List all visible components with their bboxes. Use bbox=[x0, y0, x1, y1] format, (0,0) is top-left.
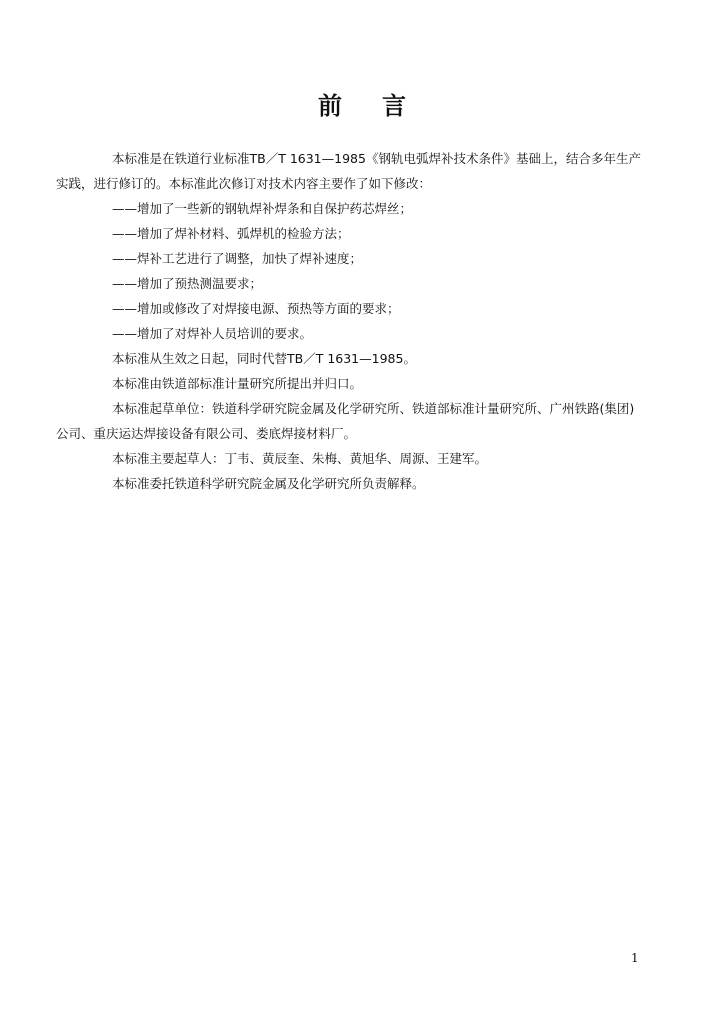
intro-paragraph-line-2: 实践，进行修订的。本标准此次修订对技术内容主要作了如下修改： bbox=[56, 176, 432, 191]
interpretation-statement: 本标准委托铁道科学研究院金属及化学研究所负责解释。 bbox=[112, 476, 425, 491]
intro-paragraph-line-1: 本标准是在铁道行业标准TB／T 1631—1985《钢轨电弧焊补技术条件》基础上，结合多年生产 bbox=[112, 151, 641, 166]
revision-item: ——增加了对焊补人员培训的要求。 bbox=[112, 326, 313, 341]
title-char-2: 言 bbox=[382, 92, 406, 120]
revision-item: ——焊补工艺进行了调整，加快了焊补速度； bbox=[112, 251, 363, 266]
revision-item: ——增加或修改了对焊接电源、预热等方面的要求； bbox=[112, 301, 400, 316]
proposer-statement: 本标准由铁道部标准计量研究所提出并归口。 bbox=[112, 376, 363, 391]
revision-item: ——增加了焊补材料、弧焊机的检验方法； bbox=[112, 226, 350, 241]
drafting-units-line-2: 公司、重庆运达焊接设备有限公司、娄底焊接材料厂。 bbox=[56, 426, 357, 441]
replacement-statement: 本标准从生效之日起，同时代替TB／T 1631—1985。 bbox=[112, 351, 416, 366]
document-body bbox=[56, 146, 644, 496]
revision-item: ——增加了一些新的钢轨焊补焊条和自保护药芯焊丝； bbox=[112, 201, 413, 216]
drafters-statement: 本标准主要起草人：丁韦、黄辰奎、朱梅、黄旭华、周源、王建军。 bbox=[112, 451, 488, 466]
title-char-1: 前 bbox=[318, 92, 342, 120]
page-number: 1 bbox=[631, 951, 639, 965]
page-title bbox=[0, 86, 724, 121]
drafting-units-line-1: 本标准起草单位：铁道科学研究院金属及化学研究所、铁道部标准计量研究所、广州铁路(集团) bbox=[112, 401, 635, 416]
revision-item: ——增加了预热测温要求； bbox=[112, 276, 263, 291]
